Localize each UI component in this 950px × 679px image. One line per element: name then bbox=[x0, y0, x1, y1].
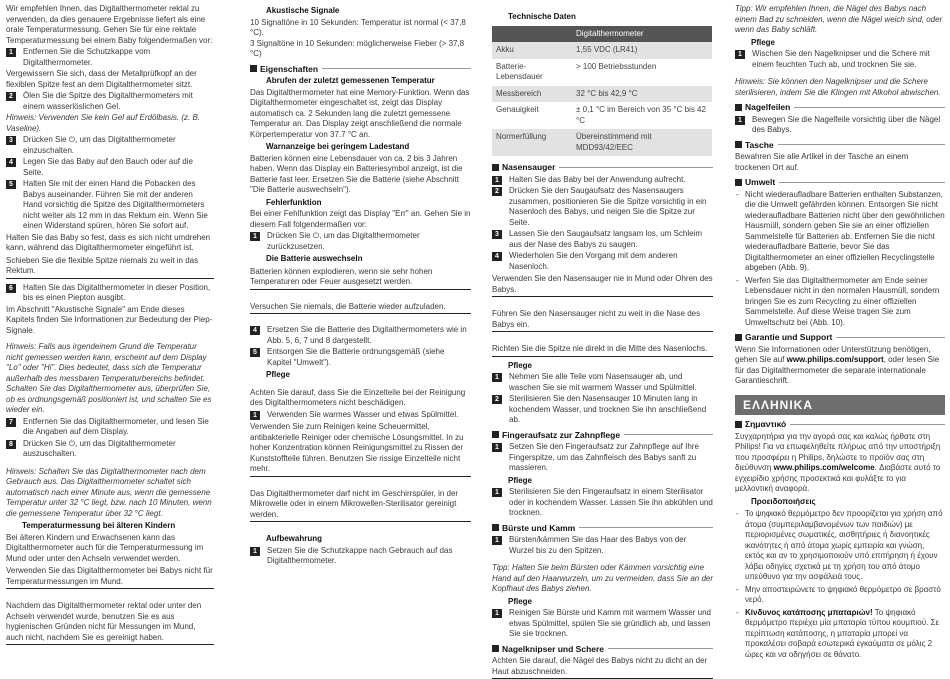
step-finger-1: 1 Setzen Sie den Fingeraufsatz zur Zahnpflege auf Ihre Fingerspitze, um das Zahnfleisch des Babys sanft zu massieren. bbox=[492, 442, 713, 474]
step-nasal-care-1: 1 Nehmen Sie alle Teile vom Nasensauger ab, und waschen Sie sie mit warmem Wasser und Spülmittel. bbox=[492, 372, 713, 393]
step-nasal-4-text: Wiederholen Sie den Vorgang mit dem anderen Nasenloch. bbox=[509, 251, 678, 271]
heading-memory: Abrufen der zuletzt gemessenen Temperatur bbox=[266, 76, 435, 85]
step-finger-care-text: Sterilisieren Sie den Fingeraufsatz in einem Sterilisator oder in kochendem Wasser. Lassen Sie ihn abkühlen und trocknen. bbox=[509, 487, 713, 517]
step-8: 8 Drücken Sie ⏻, um das Digitalthermometer auszuschalten. bbox=[6, 439, 214, 460]
signal-fever: 3 Signaltöne in 10 Sekunden: möglicherweise Fieber (> 37,8 °C) bbox=[250, 38, 465, 58]
step-6: 6 Halten Sie das Digitalthermometer in dieser Position, bis es einen Piepton ausgibt. bbox=[6, 283, 214, 304]
section-finger-title: Fingeraufsatz zur Zahnpflege bbox=[502, 429, 621, 440]
environment-batteries: - Nicht wiederaufladbare Batterien enthalten Substanzen, die die Umwelt gefährden können. Entsorgen Sie nicht wiederaufladbare Batterien nicht über den gewöhnlichen Hausmüll, sondern geben Sie sie an einer offiziellen Sammelstelle für Batterien ab. Entfernen Sie die nicht wiederaufladbare Batterie, bevor Sie das Digitalthermometer an einer offiziellen Recyclingstelle abgeben (Abb. 9). bbox=[735, 190, 945, 274]
error-text: Bei einer Fehlfunktion zeigt das Display "Err" an. Gehen Sie in diesem Fall folgendermaßen vor: bbox=[250, 209, 471, 229]
signals-ref-text: Im Abschnitt "Akustische Signale" am Ende dieses Kapitels finden Sie Informationen zur Bedeutung der Piep-Signale. bbox=[6, 304, 213, 335]
column-1 bbox=[6, 4, 214, 666]
section-warranty bbox=[735, 332, 945, 343]
section-marker-icon bbox=[492, 645, 499, 652]
step-storage-text: Setzen Sie die Schutzkappe nach Gebrauch auf das Digitalthermometer. bbox=[267, 545, 453, 565]
probe-text: Vergewissern Sie sich, dass der Metallprüfkopf an der flexiblen Spitze fest an dem Digitalthermometer sitzt. bbox=[6, 69, 197, 89]
step-care: 1 Verwenden Sie warmes Wasser und etwas Spülmittel. bbox=[250, 410, 471, 421]
table-row: Batterie-Lebensdauer > 100 Betriebsstunden bbox=[496, 61, 657, 81]
table-row: Genauigkeit ± 0,1 °C im Bereich von 35 °C bis 42 °C bbox=[496, 105, 706, 125]
section-clippers-title: Nagelknipser und Schere bbox=[502, 643, 605, 654]
section-clippers bbox=[492, 644, 713, 655]
step-nasal-1: 1 Halten Sie das Baby bei der Anwendung aufrecht. bbox=[492, 175, 713, 186]
section-marker-icon bbox=[492, 524, 499, 531]
care-text: Achten Sie darauf, dass Sie die Einzelteile bei der Reinigung des Digitalthermometers nicht beschädigen. bbox=[250, 387, 466, 407]
step-nasal-care-2-text: Sterilisieren Sie den Nasensauger 10 Minuten lang in kochendem Wasser, und trocknen Sie ihn anschließend ab. bbox=[509, 394, 707, 424]
step-nasal-3-text: Lassen Sie den Saugaufsatz langsam los, um Schleim aus der Nase des Babys zu saugen. bbox=[509, 229, 702, 249]
hint-sterilize-alcohol: Hinweis: Sie können den Nagelknipser und die Schere sterilisieren, indem Sie die Klingen mit Alkohol abwischen. bbox=[735, 77, 941, 97]
step-replace-1-text: Ersetzen Sie die Batterie des Digitalthermometers wie in Abb. 5, 6, 7 und 8 dargestellt. bbox=[267, 325, 467, 345]
step-care-text: Verwenden Sie warmes Wasser und etwas Spülmittel. bbox=[267, 409, 459, 419]
greek-intro: Συγχαρητήρια για την αγορά σας και καλώς ήρθατε στη Philips! Για να επωφεληθείτε πλήρως από την υποστήριξη που προσφέρει η Philips, δηλώστε το προϊόν σας στη διεύθυνση www.philips.com/welcome. Διαβάστε αυτό το εγχειρίδιο χρήσης προσεκτικά και φυλάξτε το για μελλοντική αναφορά. bbox=[735, 431, 941, 493]
heading-battery-low: Warnanzeige bei geringem Ladestand bbox=[266, 142, 410, 151]
step-1: 1 Entfernen Sie die Schutzkappe vom Digitalthermometer. bbox=[6, 47, 214, 68]
hold-baby-text: Halten Sie das Baby so fest, dass es sich nicht umdrehen kann, während das Digitalthermometer eingeführt ist. bbox=[6, 232, 211, 252]
section-brush-comb bbox=[492, 523, 713, 534]
step-5: 5 Halten Sie mit der einen Hand die Pobacken des Babys auseinander. Führen Sie mit der anderen Hand vorsichtig die Spitze des Digitalthermometers nicht weiter als 12 mm in das Rektum ein. Wenn Sie einen Widerstand spüren, hören Sie sofort auf. bbox=[6, 179, 214, 232]
step-nasal-2-text: Drücken Sie den Saugaufsatz des Nasensaugers zusammen, positionieren Sie die Spitze vorsichtig in ein Nasenloch des Babys, und neigen Sie die Spitze zur Seite. bbox=[509, 186, 707, 227]
section-nasal-title: Nasensauger bbox=[502, 162, 556, 172]
step-nasal-2: 2 Drücken Sie den Saugaufsatz des Nasensaugers zusammen, positionieren Sie die Spitze vorsichtig in ein Nasenloch des Babys, und neigen Sie die Spitze zur Seite. bbox=[492, 186, 713, 228]
caution-battery-ingestion: - Κίνδυνος κατάποσης μπαταριών! Το ψηφιακό θερμόμετρο περιέχει μία μπαταρία τύπου κουμπιού. Σε περίπτωση κατάποσης, η μπαταρία μπορεί να προκαλέσει σοβαρά εσωτερικά εγκαύματα σε μόλις 2 ώρες και να οδηγήσει σε θάνατο. bbox=[735, 608, 945, 661]
column-3 bbox=[492, 4, 714, 676]
step-nail-file-text: Bewegen Sie die Nagelfeile vorsichtig über die Nägel des Babys. bbox=[752, 114, 941, 134]
section-marker-icon bbox=[492, 164, 499, 171]
caution-usage: - Το ψηφιακό θερμόμετρο δεν προορίζεται για χρήση από άτομα (συμπεριλαμβανομένων των παιδιών) με περιορισμένες σωματικές, αισθητήριες ή διανοητικές ικανότητες ή από άτομα χωρίς εμπειρία και γνώση, εκτός και αν το χρησιμοποιούν υπό επιτήρηση ή έχουν λάβει οδηγίες σχετικά με τη χρήση του από άτομο υπεύθυνο για την ασφάλειά τους. bbox=[735, 509, 945, 583]
section-finger-brush bbox=[492, 430, 713, 441]
step-4: 4 Legen Sie das Baby auf den Bauch oder auf die Seite. bbox=[6, 157, 214, 178]
language-band: ΕΛΛΗΝΙΚΑ bbox=[735, 395, 945, 416]
table-row: Normerfüllung Übereinstimmend mit MDD93/42/EEC bbox=[492, 129, 712, 156]
step-replace-2-text: Entsorgen Sie die Batterie ordnungsgemäß (siehe Kapitel "Umwelt"). bbox=[267, 347, 445, 367]
step-nasal-care-2: 2 Sterilisieren Sie den Nasensauger 10 Minuten lang in kochendem Wasser, und trocknen Sie ihn anschließend ab. bbox=[492, 394, 713, 426]
section-bag bbox=[735, 140, 945, 151]
section-important-greek bbox=[735, 419, 945, 430]
heading-caution-greek: Προειδοποιήσεις bbox=[751, 496, 816, 506]
section-nasal bbox=[492, 162, 713, 173]
step-finger-1-text: Setzen Sie den Fingeraufsatz zur Zahnpflege auf Ihre Fingerspitze, um das Zahnfleisch des Babys sanft zu massieren. bbox=[509, 442, 699, 472]
section-nail-file-title: Nagelfeilen bbox=[745, 102, 791, 112]
section-brush-title: Bürste und Kamm bbox=[502, 522, 576, 533]
bag-text: Bewahren Sie alle Artikel in der Tasche an einem trockenen Ort auf. bbox=[735, 152, 909, 172]
step-replace-2: 5 Entsorgen Sie die Batterie ordnungsgemäß (siehe Kapitel "Umwelt"). bbox=[250, 347, 471, 368]
heading-brush-care: Pflege bbox=[508, 596, 533, 606]
step-nasal-4: 4 Wiederholen Sie den Vorgang mit dem anderen Nasenloch. bbox=[492, 251, 713, 272]
step-3: 3 Drücken Sie ⏻, um das Digitalthermometer einzuschalten. bbox=[6, 135, 214, 156]
heading-finger-care: Pflege bbox=[508, 475, 533, 485]
step-error-reset-text: Drücken Sie ⏻, um das Digitalthermometer zurückzusetzen. bbox=[267, 231, 420, 251]
section-warranty-title: Garantie und Support bbox=[745, 332, 833, 342]
heading-acoustic-signals: Akustische Signale bbox=[266, 6, 340, 15]
warning-oral-babies: Verwenden Sie das Digitalthermometer bei Babys nicht für Temperaturmessungen im Mund. bbox=[6, 566, 214, 589]
heading-technical-data: Technische Daten bbox=[508, 12, 576, 21]
warning-mouth-ears: Verwenden Sie den Nasensauger nie in Mund oder Ohren des Babys. bbox=[492, 274, 713, 297]
welcome-link[interactable]: www.philips.com/welcome bbox=[773, 463, 875, 472]
step-nail-file: 1 Bewegen Sie die Nagelfeile vorsichtig über die Nägel des Babys. bbox=[735, 115, 945, 136]
step-brush-care: 1 Reinigen Sie Bürste und Kamm mit warmem Wasser und etwas Spülmittel, spülen Sie sie gründlich ab, und lassen Sie sie trocknen. bbox=[492, 608, 713, 640]
warning-hygiene: Nachdem das Digitalthermometer rektal oder unter den Achseln verwendet wurde, benutzen Sie es aus hygienischen Gründen nicht für Messungen im Mund, auch nicht, nachdem Sie es gereinigt haben. bbox=[6, 601, 214, 645]
step-clipper-care-text: Wischen Sie den Nagelknipser und die Schere mit einem feuchten Tuch ab, und trocknen Sie sie. bbox=[752, 49, 930, 69]
memory-text: Das Digitalthermometer hat eine Memory-Funktion. Wenn das Digitalthermometer eingeschaltet ist, zeigt das Display automatisch ca. 2 Sekunden lang die zuletzt gemessene Temperatur an. Das Display zeigt anschließend die normale Körpertemperatur von 37.7 °C an. bbox=[250, 87, 470, 139]
step-clipper-care: 1 Wischen Sie den Nagelknipser und die Schere mit einem feuchten Tuch ab, und trocknen Sie sie. bbox=[735, 49, 945, 70]
heading-older-children: Temperaturmessung bei älteren Kindern bbox=[22, 521, 176, 530]
older-children-text: Bei älteren Kindern und Erwachsenen kann das Digitalthermometer auch für die Temperaturmessung im Mund oder unter den Achseln verwendet werden. bbox=[6, 532, 204, 563]
heading-nasal-care: Pflege bbox=[508, 360, 533, 370]
warning-nostril-center: Richten Sie die Spitze nie direkt in die Mitte des Nasenlochs. bbox=[492, 344, 713, 357]
column-4 bbox=[735, 4, 945, 666]
hint-lo-hi: Hinweis: Falls aus irgendeinem Grund die Temperatur nicht gemessen werden kann, erscheint auf dem Display "Lo" oder "Hi". Dies bedeutet, dass sich die Temperatur außerhalb des messbaren Temperaturbereichs befindet. Schalten Sie das Digitalthermometer aus, überprüfen Sie, ob es ordnungsgemäß positioniert ist, und schalten Sie es wieder ein. bbox=[6, 342, 212, 414]
table-row: Digitalthermometer bbox=[492, 26, 712, 43]
warranty-text: Wenn Sie Informationen oder Unterstützung benötigen, gehen Sie auf www.philips.com/support, oder lesen Sie für das Digitalthermometer die separate internationale Garantieschrift. bbox=[735, 344, 940, 385]
section-environment-title: Umwelt bbox=[745, 177, 776, 187]
step-nasal-care-1-text: Nehmen Sie alle Teile vom Nasensauger ab, und waschen Sie sie mit warmem Wasser und Spülmittel. bbox=[509, 372, 697, 392]
section-bag-title: Tasche bbox=[745, 139, 774, 150]
step-5-text: Halten Sie mit der einen Hand die Pobacken des Babys auseinander. Führen Sie mit der anderen Hand vorsichtig die Spitze des Digitalthermometers nicht weiter als 12 mm in das Rektum ein. Wenn Sie einen Widerstand spüren, hören Sie sofort auf. bbox=[23, 179, 208, 230]
signal-normal: 10 Signaltöne in 10 Sekunden: Temperatur ist normal (< 37,8 °C). bbox=[250, 17, 466, 37]
warning-recharge: Versuchen Sie niemals, die Batterie wieder aufzuladen. bbox=[250, 302, 471, 315]
step-2: 2 Ölen Sie die Spitze des Digitalthermometers mit einem wasserlöslichen Gel. bbox=[6, 91, 214, 112]
section-marker-icon bbox=[735, 104, 742, 111]
heading-care: Pflege bbox=[266, 370, 291, 379]
step-nasal-1-text: Halten Sie das Baby bei der Anwendung aufrecht. bbox=[509, 174, 686, 184]
heading-clipper-care: Pflege bbox=[751, 37, 776, 47]
table-row: Messbereich 32 °C bis 42,9 °C bbox=[492, 86, 712, 103]
step-8-text: Drücken Sie ⏻, um das Digitalthermometer auszuschalten. bbox=[23, 438, 176, 458]
intro-text: Wir empfehlen Ihnen, das Digitalthermometer rektal zu verwenden, da dies genauere Ergebnisse liefert als eine orale Temperaturmessung. Gehen Sie für eine rektale Temperaturmessung bei einem Baby folgendermaßen vor: bbox=[6, 4, 213, 45]
heading-storage: Aufbewahrung bbox=[266, 534, 322, 543]
heading-error: Fehlerfunktion bbox=[266, 197, 322, 207]
warning-dishwasher: Das Digitalthermometer darf nicht im Geschirrspüler, in der Mikrowelle oder in einem Mikrowellen-Sterilisator gereinigt werden. bbox=[250, 489, 471, 523]
tip-brushing: Tipp: Halten Sie beim Bürsten oder Kämmen vorsichtig eine Hand auf den Haarwurzeln, um zu vermeiden, dass Sie an der Kopfhaut des Babys ziehen. bbox=[492, 563, 714, 593]
section-nail-file bbox=[735, 102, 945, 113]
step-1-text: Entfernen Sie die Schutzkappe vom Digitalthermometer. bbox=[23, 47, 151, 67]
step-4-text: Legen Sie das Baby auf den Bauch oder auf die Seite. bbox=[23, 157, 193, 177]
step-finger-care: 1 Sterilisieren Sie den Fingeraufsatz in einem Sterilisator oder in kochendem Wasser. Lassen Sie ihn abkühlen und trocknen. bbox=[492, 487, 713, 519]
step-brush-1: 1 Bürsten/kämmen Sie das Haar des Babys von der Wurzel bis zu den Spitzen. bbox=[492, 535, 713, 556]
step-error-reset: 1 Drücken Sie ⏻, um das Digitalthermometer zurückzusetzen. bbox=[250, 231, 471, 252]
section-environment bbox=[735, 177, 945, 188]
caution-boiling: - Μην αποστειρώνετε το ψηφιακό θερμόμετρο σε βραστό νερό. bbox=[735, 585, 945, 606]
step-7-text: Entfernen Sie das Digitalthermometer, und lesen Sie die Angaben auf dem Display. bbox=[23, 416, 209, 436]
section-marker-icon bbox=[735, 141, 742, 148]
environment-disposal: - Werfen Sie das Digitalthermometer am Ende seiner Lebensdauer nicht in den normalen Hausmüll, sondern bringen Sie es zum Recycling zu einer offiziellen Sammelstelle. Auf diese Weise tragen Sie zum Umweltschutz bei (Abb. 10). bbox=[735, 276, 945, 329]
step-3-text: Drücken Sie ⏻, um das Digitalthermometer einzuschalten. bbox=[23, 135, 176, 155]
step-replace-1: 4 Ersetzen Sie die Batterie des Digitalthermometers wie in Abb. 5, 6, 7 und 8 dargestellt. bbox=[250, 325, 471, 346]
heading-replace-battery: Die Batterie auswechseln bbox=[266, 254, 363, 263]
step-7: 7 Entfernen Sie das Digitalthermometer, und lesen Sie die Angaben auf dem Display. bbox=[6, 417, 214, 438]
warning-cleaners: Verwenden Sie zum Reinigen keine Scheuermittel, antibakterielle Reiniger oder chemische Lösungsmittel. In zu hoher Konzentration können Reinigungsmittel zu Rissen der Kunststoffteile führen. Benutzen Sie rissige Einzelteile nicht mehr. bbox=[250, 422, 471, 477]
hint-auto-off: Hinweis: Schalten Sie das Digitalthermometer nach dem Gebrauch aus. Das Digitalthermometer schaltet sich automatisch nach einer Minute aus, wenn die gemessene Temperatur unter 32 °C liegt, bzw. nach 10 Minuten, wenn die gemessene Temperatur über 32 °C liegt. bbox=[6, 466, 212, 518]
step-storage: 1 Setzen Sie die Schutzkappe nach Gebrauch auf das Digitalthermometer. bbox=[250, 546, 471, 567]
section-properties-title: Eigenschaften bbox=[260, 63, 319, 74]
support-link[interactable]: www.philips.com/support bbox=[786, 355, 884, 364]
section-important-title: Σημαντικό bbox=[745, 419, 787, 429]
step-brush-1-text: Bürsten/kämmen Sie das Haar des Babys von der Wurzel bis zu den Spitzen. bbox=[509, 535, 687, 555]
warning-explode: Batterien können explodieren, wenn sie sehr hohen Temperaturen oder Feuer ausgesetzt werden. bbox=[250, 267, 471, 290]
warning-nose-depth: Führen Sie den Nasensauger nicht zu weit in die Nase des Babys ein. bbox=[492, 309, 713, 332]
step-brush-care-text: Reinigen Sie Bürste und Kamm mit warmem Wasser und etwas Spülmittel, spülen Sie sie gründlich ab, und lassen Sie sie trocknen. bbox=[509, 608, 711, 638]
step-nasal-3: 3 Lassen Sie den Saugaufsatz langsam los, um Schleim aus der Nase des Babys zu saugen. bbox=[492, 229, 713, 250]
section-properties bbox=[250, 64, 471, 75]
warning-nail-skin: Achten Sie darauf, die Nägel des Babys nicht zu dicht an der Haut abzuschneiden. bbox=[492, 656, 713, 679]
technical-data-table bbox=[492, 26, 712, 157]
section-marker-icon bbox=[735, 179, 742, 186]
column-2 bbox=[250, 4, 471, 666]
hint-gel: Hinweis: Verwenden Sie kein Gel auf Erdölbasis. (z. B. Vaseline). bbox=[6, 113, 201, 133]
step-6-text: Halten Sie das Digitalthermometer in dieser Position, bis es einen Piepton ausgibt. bbox=[23, 282, 211, 302]
section-marker-icon bbox=[250, 65, 257, 72]
step-2-text: Ölen Sie die Spitze des Digitalthermometers mit einem wasserlöslichen Gel. bbox=[23, 91, 193, 111]
section-marker-icon bbox=[735, 421, 742, 428]
section-marker-icon bbox=[492, 431, 499, 438]
warning-tip-depth: Schieben Sie die flexible Spitze niemals zu weit in das Rektum. bbox=[6, 256, 214, 279]
table-row: Akku 1,55 VDC (LR41) bbox=[492, 42, 712, 59]
section-marker-icon bbox=[735, 334, 742, 341]
battery-low-text: Batterien können eine Lebensdauer von ca. 2 bis 3 Jahren haben. Wenn das Display ein Batteriesymbol anzeigt, ist die Batterie fast leer. Ersetzen Sie die Batterie (siehe Abschnitt "Die Batterie auswechseln"). bbox=[250, 153, 463, 194]
tip-nail-cutting: Tipp: Wir empfehlen Ihnen, die Nägel des Babys nach einem Bad zu schneiden, wenn die Nägel weich sind, oder wenn das Baby schläft. bbox=[735, 4, 943, 34]
